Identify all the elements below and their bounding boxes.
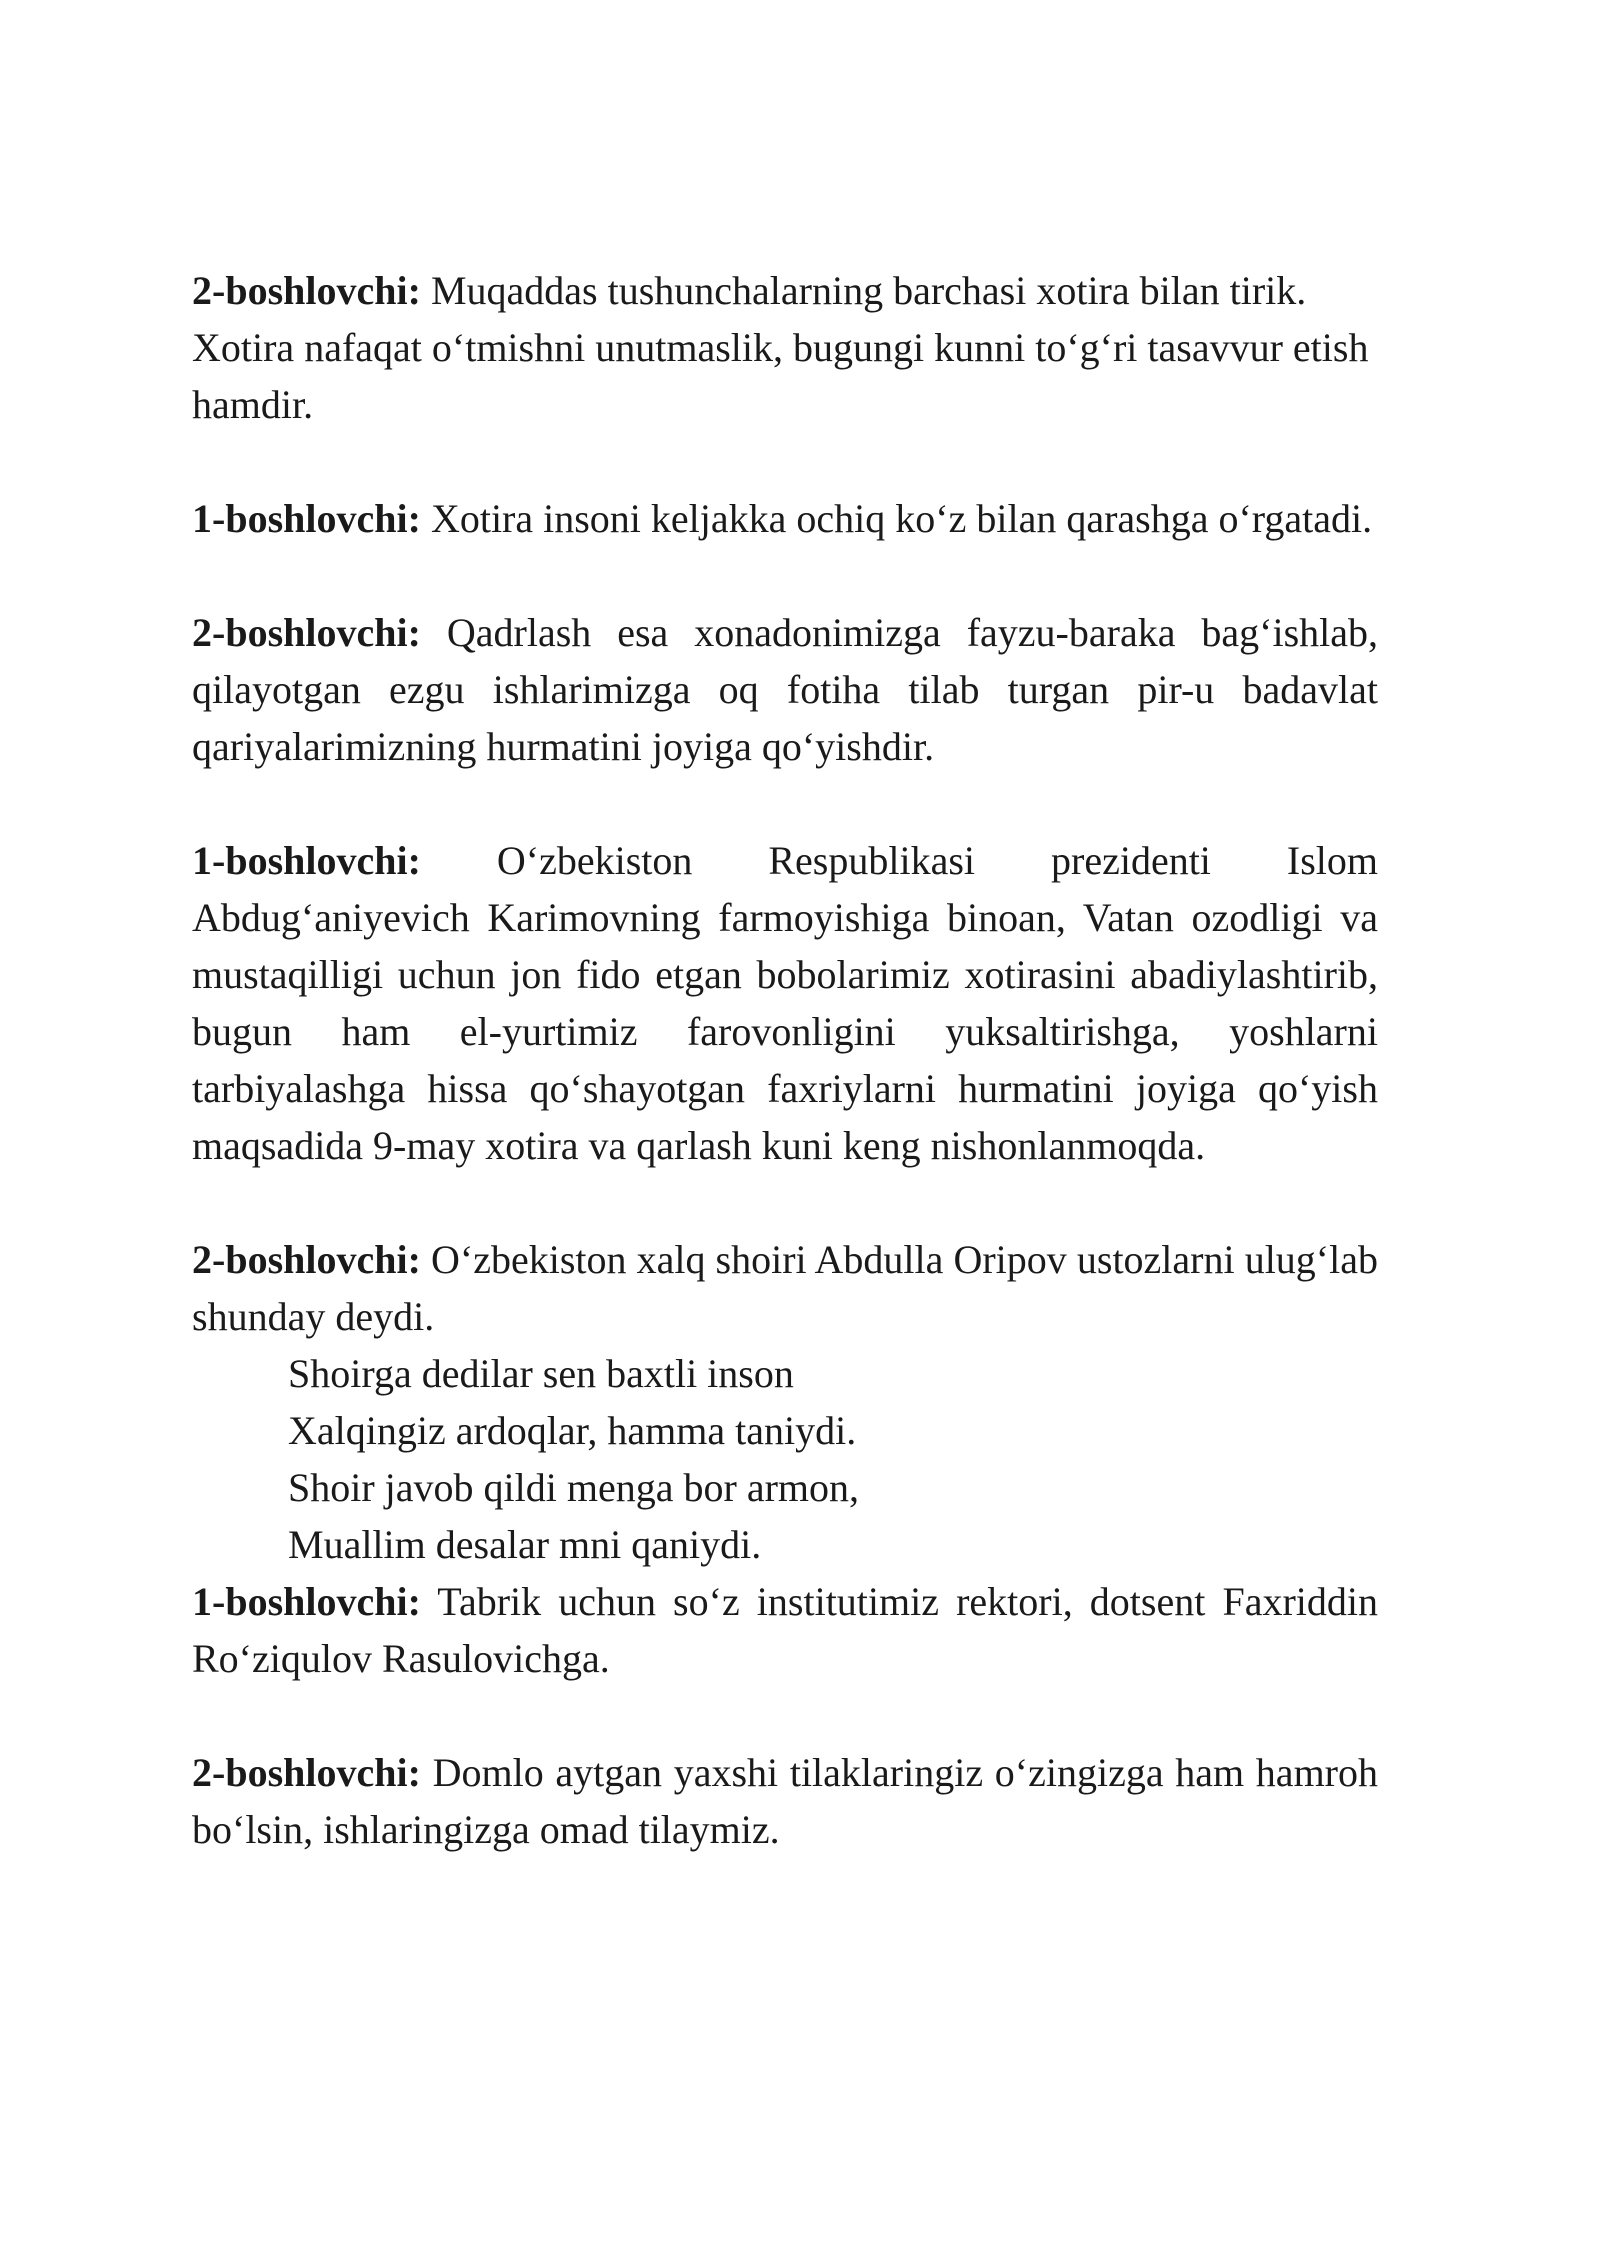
speaker-label: 2-boshlovchi: (192, 610, 421, 655)
document-page (192, 262, 1378, 1915)
dialogue-paragraph (192, 1231, 1378, 1345)
paragraph-text: Muqaddas tushunchalarning barchasi xotira bilan tirik. Xotira nafaqat o‘tmishni unutmaslik, bugungi kunni to‘g‘ri tasavvur etish hamdir. (192, 268, 1369, 427)
paragraph-text: Qadrlash esa xonadonimizga fayzu-baraka bag‘ishlab, qilayotgan ezgu ishlarimizga oq fotiha tilab turgan pir-u badavlat qariyalarimizning hurmatini joyiga qo‘yishdir. (192, 610, 1378, 769)
paragraph-text: Xotira insoni keljakka ochiq ko‘z bilan qarashga o‘rgatadi. (420, 496, 1373, 541)
speaker-label: 1-boshlovchi: (192, 1579, 421, 1624)
dialogue-paragraph (192, 604, 1378, 775)
poem-line: Shoir javob qildi menga bor armon, (288, 1465, 860, 1510)
paragraph-text: O‘zbekiston Respublikasi prezidenti Islom Abdug‘aniyevich Karimovning farmoyishiga binoan, Vatan ozodligi va mustaqilligi uchun jon fido etgan bobolarimiz xotirasini abadiylashtirib, bugun ham el-yurtimiz farovonligini yuksaltirishga, yoshlarni tarbiyalashga hissa qo‘shayotgan faxriylarni hurmatini joyiga qo‘yish maqsadida 9-may xotira va qarlash kuni keng nishonlanmoqda. (192, 838, 1378, 1168)
speaker-label: 2-boshlovchi: (192, 1750, 421, 1795)
paragraph-text: O‘zbekiston xalq shoiri Abdulla Oripov ustozlarni ulug‘lab shunday deydi. (192, 1237, 1378, 1339)
speaker-label: 1-boshlovchi: (192, 496, 421, 541)
dialogue-paragraph (192, 490, 1378, 547)
dialogue-paragraph (192, 1573, 1378, 1687)
poem-line: Xalqingiz ardoqlar, hamma taniydi. (288, 1408, 857, 1453)
dialogue-paragraph (192, 262, 1378, 433)
dialogue-paragraph (192, 1744, 1378, 1858)
poem-line: Muallim desalar mni qaniydi. (288, 1522, 762, 1567)
poem-quote (192, 1345, 1378, 1573)
speaker-label: 2-boshlovchi: (192, 268, 421, 313)
poem-line: Shoirga dedilar sen baxtli inson (288, 1351, 794, 1396)
speaker-label: 2-boshlovchi: (192, 1237, 421, 1282)
speaker-label: 1-boshlovchi: (192, 838, 421, 883)
dialogue-paragraph (192, 832, 1378, 1174)
paragraph-text: Domlo aytgan yaxshi tilaklaringiz o‘zingizga ham hamroh bo‘lsin, ishlaringizga omad tilaymiz. (192, 1750, 1378, 1852)
paragraph-text: Tabrik uchun so‘z institutimiz rektori, dotsent Faxriddin Ro‘ziqulov Rasulovichga. (192, 1579, 1378, 1681)
